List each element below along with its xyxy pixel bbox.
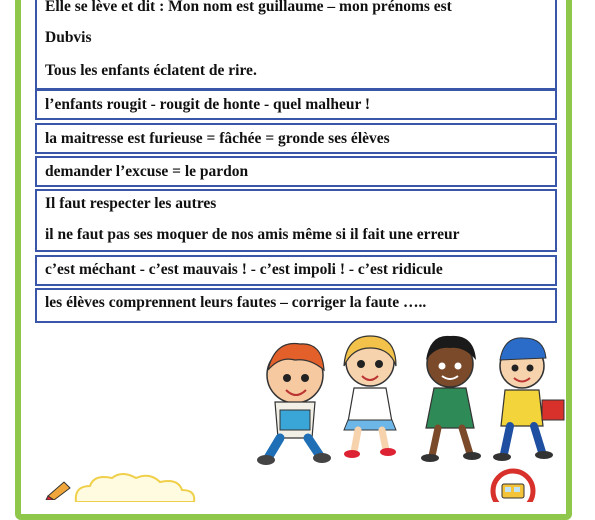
text-line: Il faut respecter les autres (45, 195, 217, 212)
text-line: Dubvis (45, 29, 92, 46)
text-line: Elle se lève et dit : Mon nom est guillaume – mon prénoms est (45, 0, 452, 15)
cloud-icon (70, 472, 200, 502)
text-box-shame (35, 89, 557, 120)
text-box-teacher (35, 123, 557, 154)
child-girl-curly-hair (421, 336, 481, 462)
text-line: la maitresse est furieuse = fâchée = gronde ses élèves (45, 130, 390, 147)
text-line: c’est méchant - c’est mauvais ! - c’est impoli ! - c’est ridicule (45, 261, 443, 278)
text-line: Tous les enfants éclatent de rire. (45, 62, 257, 79)
text-line: l’enfants rougit - rougit de honte - quel malheur ! (45, 96, 371, 113)
text-line: demander l’excuse = le pardon (45, 163, 249, 180)
children-illustration (250, 330, 580, 470)
text-line: les élèves comprennent leurs fautes – corriger la faute ….. (45, 294, 427, 311)
text-box-excuse (35, 156, 557, 187)
child-boy-cap (493, 338, 564, 461)
text-box-intro (35, 0, 557, 90)
text-box-respect (35, 189, 557, 252)
text-box-judgement (35, 255, 557, 286)
child-girl-blonde (344, 336, 396, 458)
text-box-conclusion (35, 288, 557, 323)
text-line: il ne faut pas ses moquer de nos amis même si il fait une erreur (45, 226, 460, 243)
child-boy-red-hair (257, 344, 331, 465)
bus-sign-icon (490, 468, 536, 502)
